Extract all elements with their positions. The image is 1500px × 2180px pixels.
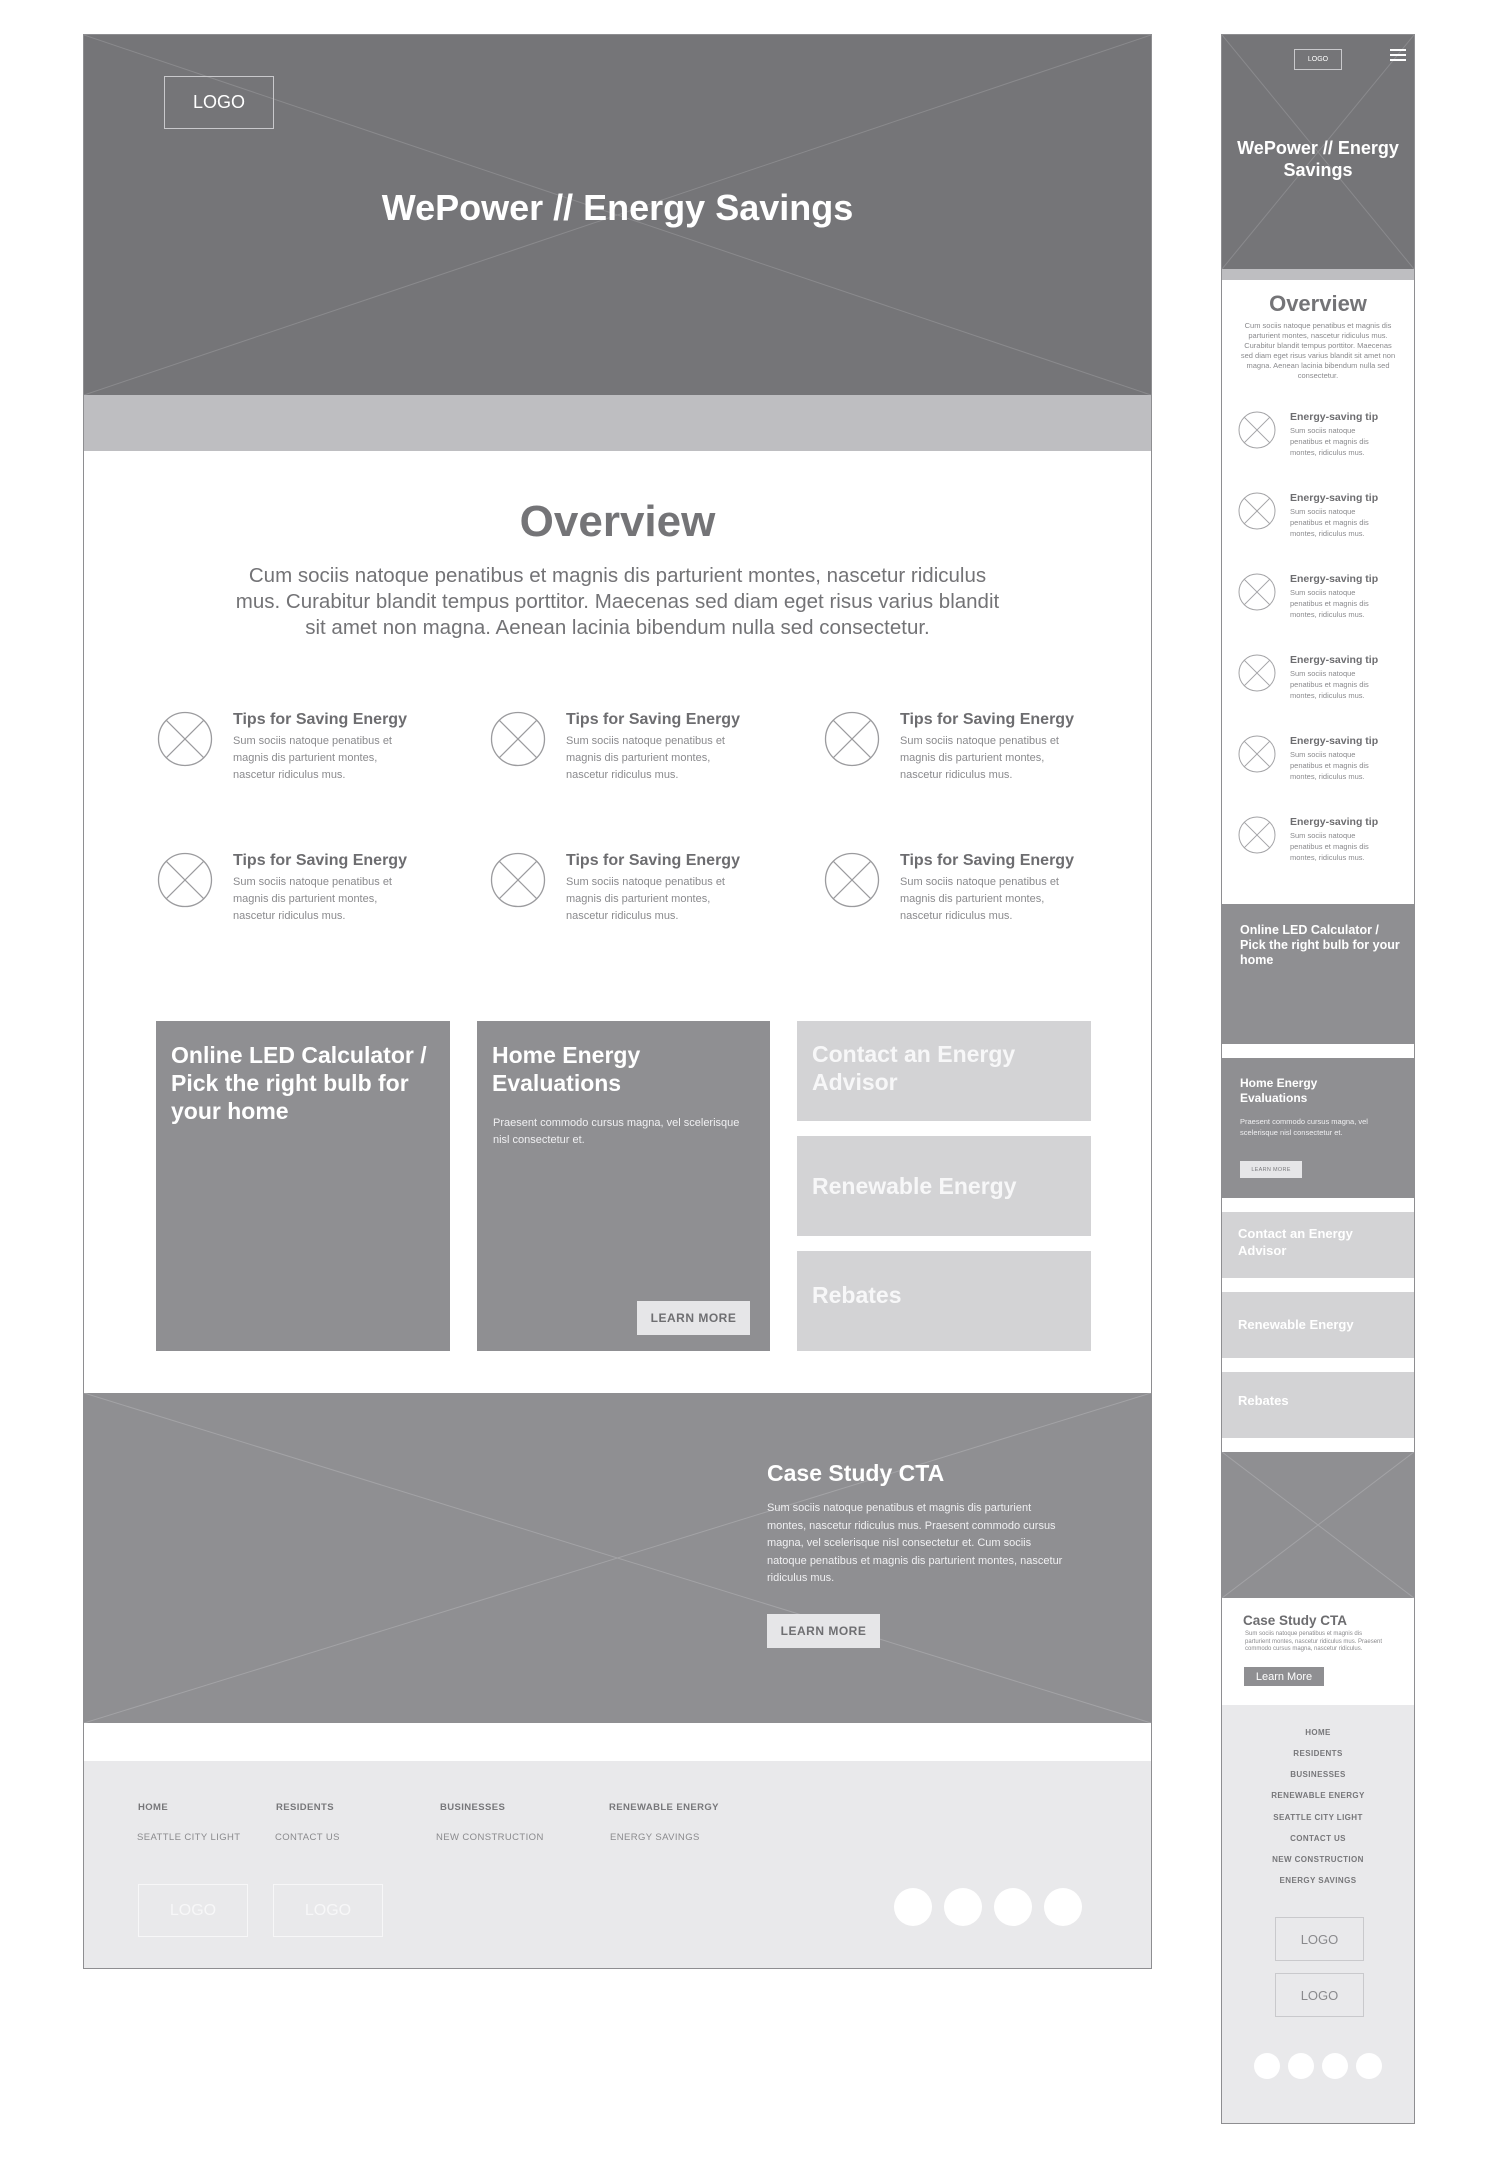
footer-logo[interactable]: LOGO <box>273 1884 383 1937</box>
header-logo[interactable]: LOGO <box>164 76 274 129</box>
mobile-footer-logo[interactable]: LOGO <box>1275 1917 1364 1961</box>
footer-link-new-construction[interactable]: NEW CONSTRUCTION <box>436 1832 544 1843</box>
social-icon[interactable] <box>1254 2053 1280 2079</box>
nav-band <box>84 395 1151 451</box>
led-calculator-card[interactable] <box>156 1021 450 1351</box>
mobile-footer-nav-residents[interactable]: RESIDENTS <box>1293 1749 1343 1758</box>
tip-item[interactable] <box>490 711 810 801</box>
mobile-footer-nav-energy-savings[interactable]: ENERGY SAVINGS <box>1279 1876 1357 1885</box>
placeholder-x-icon <box>490 852 546 908</box>
footer-nav-home[interactable]: HOME <box>138 1802 169 1813</box>
tip-title: Tips for Saving Energy <box>233 852 407 869</box>
footer-link-contact-us[interactable]: CONTACT US <box>275 1832 340 1843</box>
tip-item[interactable] <box>157 852 477 942</box>
tip-body: Sum sociis natoque penatibus et magnis dis montes, ridiculus mus. <box>1290 669 1369 700</box>
mobile-cta-learn-more-button[interactable]: Learn More <box>1244 1667 1324 1686</box>
tip-body: Sum sociis natoque penatibus et magnis dis parturient montes, nascetur ridiculus mus. <box>900 876 1059 922</box>
cta-image-placeholder-icon <box>1222 1452 1414 1598</box>
tip-body: Sum sociis natoque penatibus et magnis dis montes, ridiculus mus. <box>1290 588 1369 619</box>
hero-title: WePower // Energy Savings <box>381 187 854 228</box>
tip-title: Tips for Saving Energy <box>566 711 740 728</box>
mobile-footer-nav-new-construction[interactable]: NEW CONSTRUCTION <box>1272 1855 1364 1864</box>
tip-item[interactable] <box>824 852 1144 942</box>
social-icon[interactable] <box>1044 1888 1082 1926</box>
mobile-footer <box>1222 1705 1414 2124</box>
tip-body: Sum sociis natoque penatibus et magnis dis parturient montes, nascetur ridiculus mus. <box>566 735 725 781</box>
card-body: Praesent commodo cursus magna, vel scelerisque nisl consectetur et. <box>493 1117 740 1146</box>
tip-title: Energy-saving tip <box>1290 654 1379 666</box>
energy-advisor-card[interactable] <box>797 1021 1091 1121</box>
desktop-wireframe <box>83 34 1152 1969</box>
tip-title: Energy-saving tip <box>1290 735 1379 747</box>
mobile-tip-item[interactable] <box>1238 573 1415 633</box>
tip-body: Sum sociis natoque penatibus et magnis dis parturient montes, nascetur ridiculus mus. <box>233 735 392 781</box>
tip-body: Sum sociis natoque penatibus et magnis dis montes, ridiculus mus. <box>1290 750 1369 781</box>
mobile-hero-title: WePower // Energy Savings <box>1237 138 1399 180</box>
tip-title: Tips for Saving Energy <box>566 852 740 869</box>
footer <box>84 1761 1151 1969</box>
social-icon[interactable] <box>1288 2053 1314 2079</box>
card-title: Renewable Energy <box>1238 1317 1354 1332</box>
tip-body: Sum sociis natoque penatibus et magnis dis montes, ridiculus mus. <box>1290 507 1369 538</box>
mobile-cta-title: Case Study CTA <box>1243 1613 1348 1628</box>
card-body: Praesent commodo cursus magna, vel scelerisque nisl consectetur et. <box>1240 1117 1368 1137</box>
card-title: Contact an Energy Advisor <box>1238 1226 1353 1258</box>
mobile-wireframe <box>1221 34 1415 2124</box>
mobile-home-evaluations-card[interactable] <box>1222 1058 1414 1198</box>
card-title: Rebates <box>812 1282 902 1308</box>
hero-banner <box>84 35 1151 395</box>
tip-title: Energy-saving tip <box>1290 492 1379 504</box>
tip-item[interactable] <box>824 711 1144 801</box>
social-icon[interactable] <box>894 1888 932 1926</box>
social-icon[interactable] <box>994 1888 1032 1926</box>
mobile-tip-item[interactable] <box>1238 735 1415 795</box>
tip-title: Energy-saving tip <box>1290 411 1379 423</box>
mobile-renewable-energy-card[interactable] <box>1222 1292 1414 1358</box>
footer-link-seattle-city-light[interactable]: SEATTLE CITY LIGHT <box>137 1832 241 1843</box>
placeholder-x-icon <box>1238 816 1276 854</box>
card-title: Rebates <box>1238 1393 1289 1408</box>
social-icon[interactable] <box>1356 2053 1382 2079</box>
tip-title: Tips for Saving Energy <box>900 711 1074 728</box>
mobile-energy-advisor-card[interactable] <box>1222 1212 1414 1278</box>
placeholder-x-icon <box>1238 411 1276 449</box>
tip-title: Tips for Saving Energy <box>900 852 1074 869</box>
hamburger-menu-icon[interactable] <box>1390 49 1406 63</box>
mobile-learn-more-button[interactable]: LEARN MORE <box>1240 1161 1302 1178</box>
cta-title: Case Study CTA <box>767 1460 945 1486</box>
tip-body: Sum sociis natoque penatibus et magnis dis parturient montes, nascetur ridiculus mus. <box>900 735 1059 781</box>
tip-body: Sum sociis natoque penatibus et magnis dis parturient montes, nascetur ridiculus mus. <box>233 876 392 922</box>
footer-nav-residents[interactable]: RESIDENTS <box>276 1802 334 1813</box>
card-title: Contact an Energy Advisor <box>812 1041 1016 1095</box>
mobile-header-logo[interactable]: LOGO <box>1294 49 1342 70</box>
home-evaluations-card[interactable] <box>477 1021 770 1351</box>
overview-body: Cum sociis natoque penatibus et magnis dis parturient montes, nascetur ridiculus mus. Curabitur blandit tempus porttitor. Maecenas sed diam eget risus varius blandit sit amet non magna. Aenean lacinia bibendum nulla sed consectetur. <box>235 564 1000 639</box>
mobile-cta-body: Sum sociis natoque penatibus et magnis dis parturient montes, nascetur ridiculus mus. Praesent commodo cursus magna, nascetur ridiculus. <box>1245 1631 1383 1652</box>
mobile-tip-item[interactable] <box>1238 411 1415 471</box>
tip-title: Energy-saving tip <box>1290 816 1379 828</box>
mobile-cta-image <box>1222 1452 1414 1598</box>
placeholder-x-icon <box>1238 573 1276 611</box>
card-title: Home Energy Evaluations <box>1240 1076 1318 1105</box>
tip-body: Sum sociis natoque penatibus et magnis dis parturient montes, nascetur ridiculus mus. <box>566 876 725 922</box>
tip-title: Tips for Saving Energy <box>233 711 407 728</box>
mobile-footer-nav-renewable-energy[interactable]: RENEWABLE ENERGY <box>1271 1791 1365 1800</box>
placeholder-x-icon <box>490 711 546 767</box>
tip-body: Sum sociis natoque penatibus et magnis dis montes, ridiculus mus. <box>1290 831 1369 862</box>
mobile-nav-band <box>1222 269 1414 280</box>
card-title: Home Energy Evaluations <box>492 1042 641 1096</box>
mobile-overview-body: Cum sociis natoque penatibus et magnis dis parturient montes, nascetur ridiculus mus. Curabitur blandit tempus porttitor. Maecenas sed diam eget risus varius blandit sit amet non magna. Aenean lacinia bibendum nulla sed consectetur. <box>1240 321 1396 380</box>
footer-logo[interactable]: LOGO <box>138 1884 248 1937</box>
mobile-tip-item[interactable] <box>1238 816 1415 876</box>
placeholder-x-icon <box>157 852 213 908</box>
mobile-tip-item[interactable] <box>1238 492 1415 552</box>
tip-item[interactable] <box>157 711 477 801</box>
cta-learn-more-button[interactable]: LEARN MORE <box>767 1614 880 1648</box>
mobile-footer-nav-contact-us[interactable]: CONTACT US <box>1290 1834 1346 1843</box>
placeholder-x-icon <box>1238 735 1276 773</box>
placeholder-x-icon <box>824 711 880 767</box>
mobile-rebates-card[interactable] <box>1222 1372 1414 1438</box>
footer-link-energy-savings[interactable]: ENERGY SAVINGS <box>610 1832 700 1843</box>
mobile-hero-banner <box>1222 35 1414 269</box>
mobile-footer-logo[interactable]: LOGO <box>1275 1973 1364 2017</box>
social-icon[interactable] <box>1322 2053 1348 2079</box>
learn-more-button[interactable]: LEARN MORE <box>637 1301 750 1335</box>
tip-item[interactable] <box>490 852 810 942</box>
placeholder-x-icon <box>1238 654 1276 692</box>
cta-body: Sum sociis natoque penatibus et magnis dis parturient montes, nascetur ridiculus mus. Praesent commodo cursus magna, vel scelerisque nisl consectetur et. Cum sociis natoque penatibus et magnis dis parturient montes, nascetur ridiculus mus. <box>767 1502 1063 1584</box>
mobile-footer-nav-businesses[interactable]: BUSINESSES <box>1290 1770 1346 1779</box>
social-icon[interactable] <box>944 1888 982 1926</box>
renewable-energy-card[interactable] <box>797 1136 1091 1236</box>
mobile-footer-nav-seattle-city-light[interactable]: SEATTLE CITY LIGHT <box>1273 1813 1363 1822</box>
footer-nav-renewable-energy[interactable]: RENEWABLE ENERGY <box>609 1802 719 1813</box>
card-title: Online LED Calculator / Pick the right bulb for your home <box>171 1042 427 1124</box>
tip-title: Energy-saving tip <box>1290 573 1379 585</box>
placeholder-x-icon <box>1238 492 1276 530</box>
overview-title: Overview <box>519 497 716 546</box>
mobile-footer-nav-home[interactable]: HOME <box>1305 1728 1331 1737</box>
rebates-card[interactable] <box>797 1251 1091 1351</box>
card-title: Online LED Calculator / Pick the right bulb for your home <box>1240 923 1400 967</box>
mobile-overview-title: Overview <box>1269 291 1367 316</box>
mobile-tip-item[interactable] <box>1238 654 1415 714</box>
placeholder-x-icon <box>157 711 213 767</box>
footer-nav-businesses[interactable]: BUSINESSES <box>440 1802 506 1813</box>
tip-body: Sum sociis natoque penatibus et magnis dis montes, ridiculus mus. <box>1290 426 1369 457</box>
card-title: Renewable Energy <box>812 1173 1017 1199</box>
placeholder-x-icon <box>824 852 880 908</box>
mobile-led-calculator-card[interactable] <box>1222 904 1414 1044</box>
